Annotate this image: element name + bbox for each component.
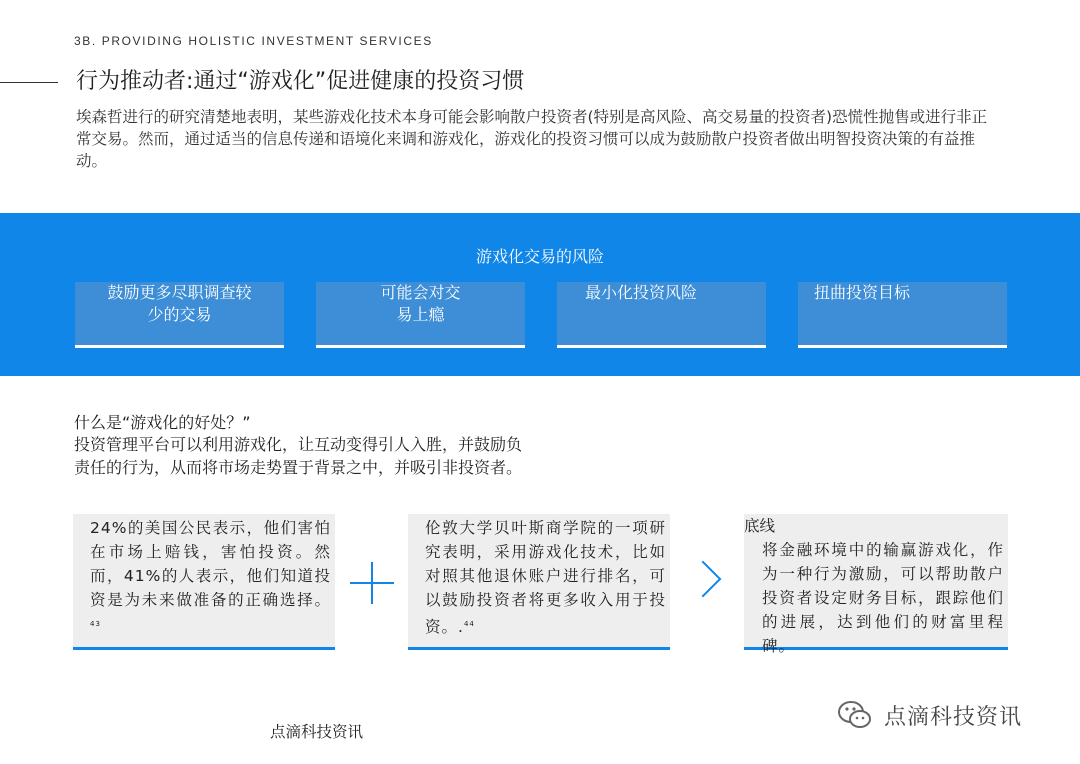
bottom-line-text: 将金融环境中的输赢游戏化，作为一种行为激励，可以帮助散户投资者设定财务目标，跟踪他们的进展，达到他们的财富里程碑。: [762, 541, 1004, 655]
risk-box-1: [75, 282, 284, 348]
benefits-text: 投资管理平台可以利用游戏化，让互动变得引人入胜，并鼓励负责任的行为，从而将市场走势置于背景之中，并吸引非投资者。: [74, 435, 523, 477]
research-card-text: 伦敦大学贝叶斯商学院的一项研究表明，采用游戏化技术，比如对照其他退休账户进行排名，可以鼓励投资者将更多收入用于投资。.: [425, 519, 666, 637]
risk-box-line: 可能会对交: [380, 283, 461, 302]
chevron-right-icon: [685, 561, 722, 598]
risk-band-title: 游戏化交易的风险: [475, 247, 604, 266]
risk-box-2: [316, 282, 525, 348]
stat-card: [73, 514, 335, 650]
research-card: [408, 514, 670, 650]
bottom-line-card: [744, 514, 1008, 655]
risk-box-line: 扭曲投资目标: [814, 283, 911, 302]
plus-icon-vertical: [371, 562, 373, 604]
intro-paragraph: 埃森哲进行的研究清楚地表明，某些游戏化技术本身可能会影响散户投资者(特别是高风险、高交易量的投资者)恐慌性抛售或进行非正常交易。然而，通过适当的信息传递和语境化来调和游戏化，游戏化的投资习惯可以成为鼓励散户投资者做出明智投资决策的有益推动。: [76, 108, 988, 170]
risk-box-line: 易上瘾: [396, 305, 445, 324]
footnote-ref: 44: [463, 620, 475, 628]
title-rule: [0, 82, 58, 83]
wechat-icon: [836, 696, 874, 734]
risk-box-3: [557, 282, 766, 348]
risk-box-line: 少的交易: [147, 305, 212, 324]
risk-box-line: 最小化投资风险: [585, 283, 698, 302]
benefits-question: 什么是“游戏化的好处？”: [74, 413, 251, 432]
bottom-line-title: 底线: [744, 517, 776, 535]
risk-box-line: 鼓励更多尽职调查较: [107, 283, 252, 302]
footer-source: 点滴科技资讯: [270, 723, 364, 741]
section-label: 3B. PROVIDING HOLISTIC INVESTMENT SERVICES: [74, 34, 433, 48]
footnote-ref: 43: [90, 620, 101, 628]
watermark-text: 点滴科技资讯: [884, 705, 1023, 730]
stat-card-text: 24%的美国公民表示，他们害怕在市场上赔钱，害怕投资。然而，41%的人表示，他们知道投资是为未来做准备的正确选择。: [90, 519, 331, 609]
risk-box-4: [798, 282, 1007, 348]
page-title: 行为推动者:通过“游戏化”促进健康的投资习惯: [76, 69, 525, 94]
